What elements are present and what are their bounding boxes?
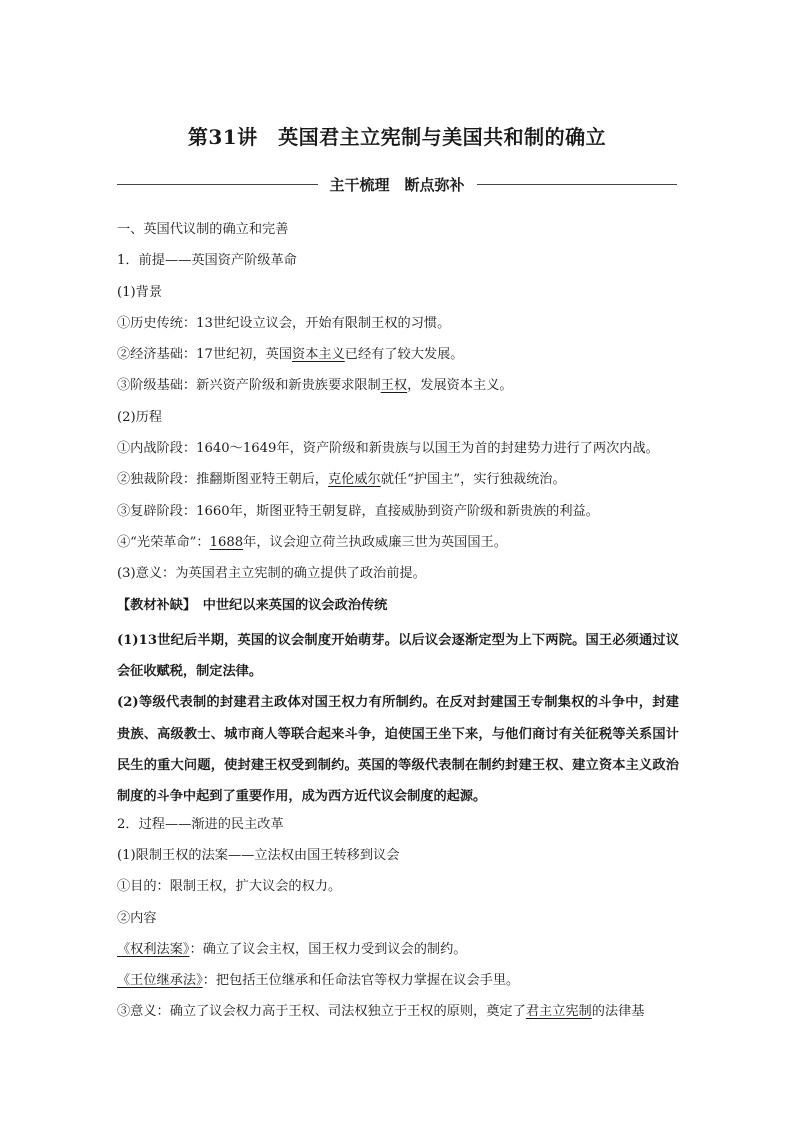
text-span: ④“光荣革命”： <box>117 534 210 550</box>
text-span: 年，议会迎立荷兰执政威廉三世为英国国王。 <box>243 534 507 550</box>
section-heading: 一、英国代议制的确立和完善 <box>117 222 289 237</box>
supplement-paragraph: (1)13世纪后半期，英国的议会制度开始萌芽。以后议会逐渐定型为上下两院。国王必须通过议会征收赋税，制定法律。 <box>117 632 679 680</box>
text-line: ①历史传统：13世纪设立议会，开始有限制王权的习惯。 <box>117 315 451 331</box>
underlined-term: 克伦威尔 <box>328 472 381 488</box>
text-span: ③意义：确立了议会权力高于王权、司法权独立于王权的原则，奠定了 <box>117 1004 526 1020</box>
text-line: ②内容 <box>117 910 157 926</box>
text-line: ①目的：限制王权，扩大议会的权力。 <box>117 879 342 895</box>
text-span: ③阶级基础：新兴资产阶级和新贵族要求限制 <box>117 378 381 394</box>
banner-label: 主干梳理 断点弥补 <box>329 175 465 194</box>
underlined-term: 1688 <box>209 534 244 550</box>
underlined-term: 资本主义 <box>292 347 345 363</box>
supplement-tag: 【教材补缺】 <box>117 597 190 613</box>
point-heading: 2．过程——渐进的民主改革 <box>117 816 284 832</box>
text-line <box>117 969 679 1000</box>
section-banner <box>117 174 677 194</box>
subheading-process: (2)历程 <box>117 409 163 425</box>
supplement-title: 中世纪以来英国的议会政治传统 <box>202 597 388 613</box>
text-span: ：确立了议会主权，国王权力受到议会的制约。 <box>189 941 467 957</box>
supplement-heading <box>117 594 679 625</box>
subheading-background: (1)背景 <box>117 284 163 300</box>
text-line <box>117 1000 679 1031</box>
text-span: ，发展资本主义。 <box>407 378 513 394</box>
underlined-term: 君主立宪制 <box>525 1004 592 1020</box>
text-span: 的法律基 <box>591 1004 645 1020</box>
text-span: ②独裁阶段：推翻斯图亚特王朝后， <box>117 472 328 488</box>
text-span: ②经济基础：17世纪初，英国 <box>117 347 293 363</box>
text-line: (3)意义：为英国君主立宪制的确立提供了政治前提。 <box>117 566 426 582</box>
underlined-term: 《王位继承法》 <box>117 973 203 989</box>
banner-rule-right <box>477 184 678 185</box>
banner-rule-left <box>117 184 318 185</box>
text-line <box>117 374 679 405</box>
text-line <box>117 938 679 969</box>
text-line: (1)限制王权的法案——立法权由国王转移到议会 <box>117 847 400 863</box>
text-line: ③复辟阶段：1660年，斯图亚特王朝复辟，直接威胁到资产阶级和新贵族的利益。 <box>117 503 599 519</box>
text-line: ①内战阶段：1640～1649年，资产阶级和新贵族与以国王为首的封建势力进行了两次内战。 <box>117 441 659 457</box>
underlined-term: 《权利法案》 <box>117 941 190 957</box>
text-span: 就任“护国主”，实行独裁统治。 <box>380 472 566 488</box>
point-heading: 1．前提——英国资产阶级革命 <box>117 253 297 269</box>
lesson-title: 第31讲 英国君主立宪制与美国共和制的确立 <box>187 125 607 149</box>
underlined-term: 王权 <box>380 378 408 394</box>
text-span: ：把包括王位继承和任命法官等权力掌握在议会手里。 <box>202 973 520 989</box>
supplement-paragraph: (2)等级代表制的封建君主政体对国王权力有所制约。在反对封建国王专制集权的斗争中，封建贵族、高级教士、城市商人等联合起来斗争，迫使国王坐下来，与他们商讨有关征税等关系国计民生的重大问题，使封建王权受到制约。英国的等级代表制在制约封建王权、建立资本主义政治制度的斗争中起到了重要作用，成为西方近代议会制度的起源。 <box>117 695 679 805</box>
text-span: 已经有了较大发展。 <box>344 347 464 363</box>
text-line <box>117 531 679 562</box>
text-line <box>117 468 679 499</box>
text-line <box>117 343 679 374</box>
content-body <box>117 218 679 1032</box>
